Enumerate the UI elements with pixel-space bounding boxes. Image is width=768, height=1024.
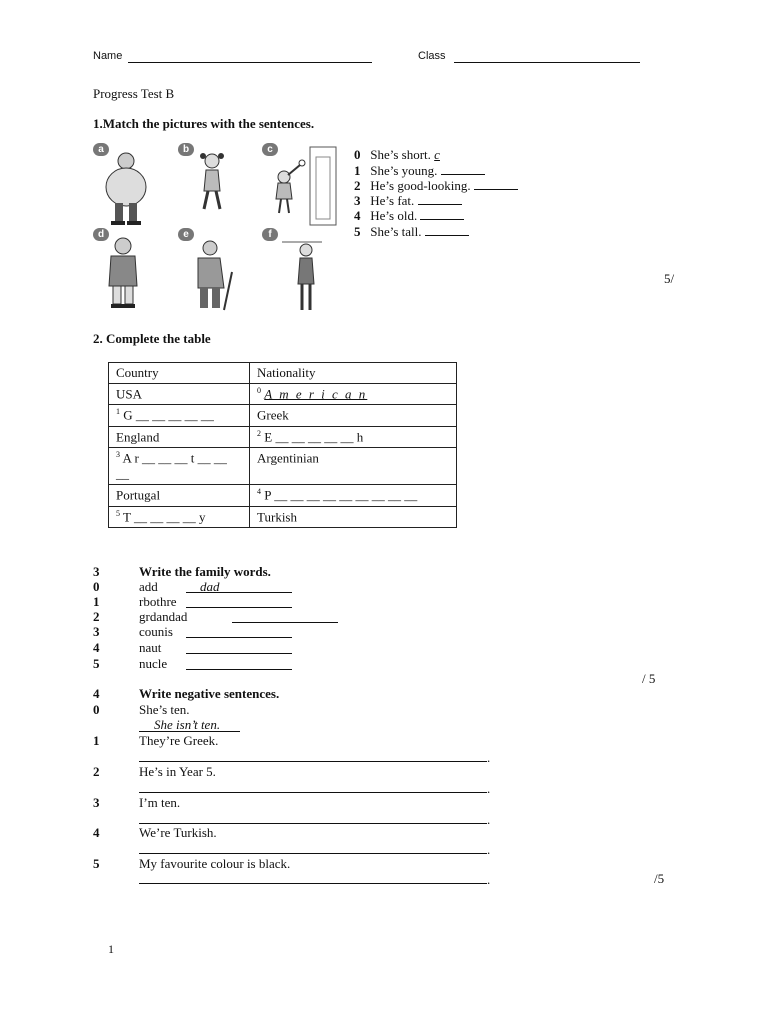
nationality-cell: $^0$ A m e r i c a n [250,384,457,405]
match-answer-field[interactable] [474,189,518,190]
family-word-answer: dad [200,579,220,594]
match-answer-field[interactable] [420,219,464,220]
table-row [109,405,457,426]
section3-number: 3 [93,564,100,579]
line-end-dot: . [487,812,491,827]
match-answer-field[interactable] [441,174,485,175]
item-number: 5 [93,856,100,871]
country-cell: USA [109,384,250,405]
table-row [109,506,457,527]
line-end-dot: . [487,750,491,765]
table-row [109,447,457,484]
example-answer-line [139,731,240,732]
item-number: 4 [93,640,100,655]
match-sentence-5: 5 She’s tall. [354,224,469,240]
item-number: 1 [93,733,100,748]
family-word-field[interactable] [186,637,292,638]
item-number: 5 [93,656,100,671]
family-word-field[interactable] [186,607,292,608]
section1-score: 5/ [664,271,675,286]
match-sentence-2: 2 He’s good-looking. [354,178,518,194]
item-number: 3 [93,624,100,639]
nationality-cell: Greek [250,405,457,426]
nationality-cell: Turkish [250,506,457,527]
match-sentence-0: 0 She’s short. c [354,147,440,162]
source-sentence: He’s in Year 5. [139,764,216,779]
picture-letter: b [178,143,194,156]
scrambled-word: add [139,579,158,594]
picture-e [178,228,256,314]
section3-title: Write the family words. [139,564,271,579]
class-field[interactable] [454,62,640,63]
negative-sentence-field[interactable] [139,761,487,762]
family-word-field[interactable] [232,622,338,623]
country-cell: Portugal [109,485,250,506]
negative-sentence-field[interactable] [139,853,487,854]
match-sentence-1: 1 She’s young. [354,163,485,179]
name-field[interactable] [128,62,372,63]
country-cell[interactable]: $^3$ A r __ __ __ t __ __ __ [109,447,250,484]
picture-letter: e [178,228,194,241]
picture-d [93,228,171,314]
line-end-dot: . [487,781,491,796]
table-row [109,485,457,506]
item-number: 0 [93,579,100,594]
name-label: Name [93,50,123,62]
section2-title: 2. Complete the table [93,331,211,346]
section4-title: Write negative sentences. [139,686,280,701]
match-sentence-3: 3 He’s fat. [354,193,462,209]
nationality-cell[interactable]: $^2$ E __ __ __ __ __ h [250,426,457,447]
page-number: 1 [108,942,114,956]
match-answer: c [434,147,440,162]
negative-answer: She isn’t ten. [154,717,221,732]
match-answer-field[interactable] [425,235,469,236]
picture-letter: a [93,143,109,156]
section4-number: 4 [93,686,100,701]
family-word-field[interactable] [186,653,292,654]
section1-title: 1.Match the pictures with the sentences. [93,116,315,131]
source-sentence: They’re Greek. [139,733,219,748]
table-header-row [109,363,457,384]
negative-sentence-field[interactable] [139,883,487,884]
family-word-field[interactable] [186,592,292,593]
negative-sentence-field[interactable] [139,792,487,793]
nationality-cell: Argentinian [250,447,457,484]
class-label: Class [418,50,446,62]
table-row [109,384,457,405]
picture-letter: d [93,228,109,241]
nationality-cell[interactable]: $^4$ P __ __ __ __ __ __ __ __ __ [250,485,457,506]
nationality-table [108,362,457,528]
section4-score: /5 [654,871,665,886]
country-cell: England [109,426,250,447]
picture-f [262,228,340,314]
column-header-country: Country [109,363,250,384]
test-title: Progress Test B [93,86,175,101]
picture-c [262,143,340,229]
family-word-field[interactable] [186,669,292,670]
source-sentence: We’re Turkish. [139,825,217,840]
source-sentence: I’m ten. [139,795,181,810]
item-number: 3 [93,795,100,810]
section3-score: / 5 [642,671,656,686]
scrambled-word: naut [139,640,162,655]
match-sentence-4: 4 He’s old. [354,208,464,224]
picture-letter: f [262,228,278,241]
item-number: 0 [93,702,100,717]
line-end-dot: . [487,842,491,857]
match-answer-field[interactable] [418,204,462,205]
negative-sentence-field[interactable] [139,823,487,824]
country-cell[interactable]: $^5$ T __ __ __ __ y [109,506,250,527]
source-sentence: My favourite colour is black. [139,856,291,871]
item-number: 2 [93,609,100,624]
item-number: 1 [93,594,100,609]
picture-letter: c [262,143,278,156]
country-cell[interactable]: $^1$ G __ __ __ __ __ [109,405,250,426]
line-end-dot: . [487,872,491,887]
scrambled-word: nucle [139,656,168,671]
scrambled-word: counis [139,624,173,639]
source-sentence: She’s ten. [139,702,190,717]
item-number: 4 [93,825,100,840]
item-number: 2 [93,764,100,779]
scrambled-word: grdandad [139,609,188,624]
picture-b [178,143,256,229]
table-row [109,426,457,447]
picture-a [93,143,171,229]
scrambled-word: rbothre [139,594,177,609]
column-header-nationality: Nationality [250,363,457,384]
